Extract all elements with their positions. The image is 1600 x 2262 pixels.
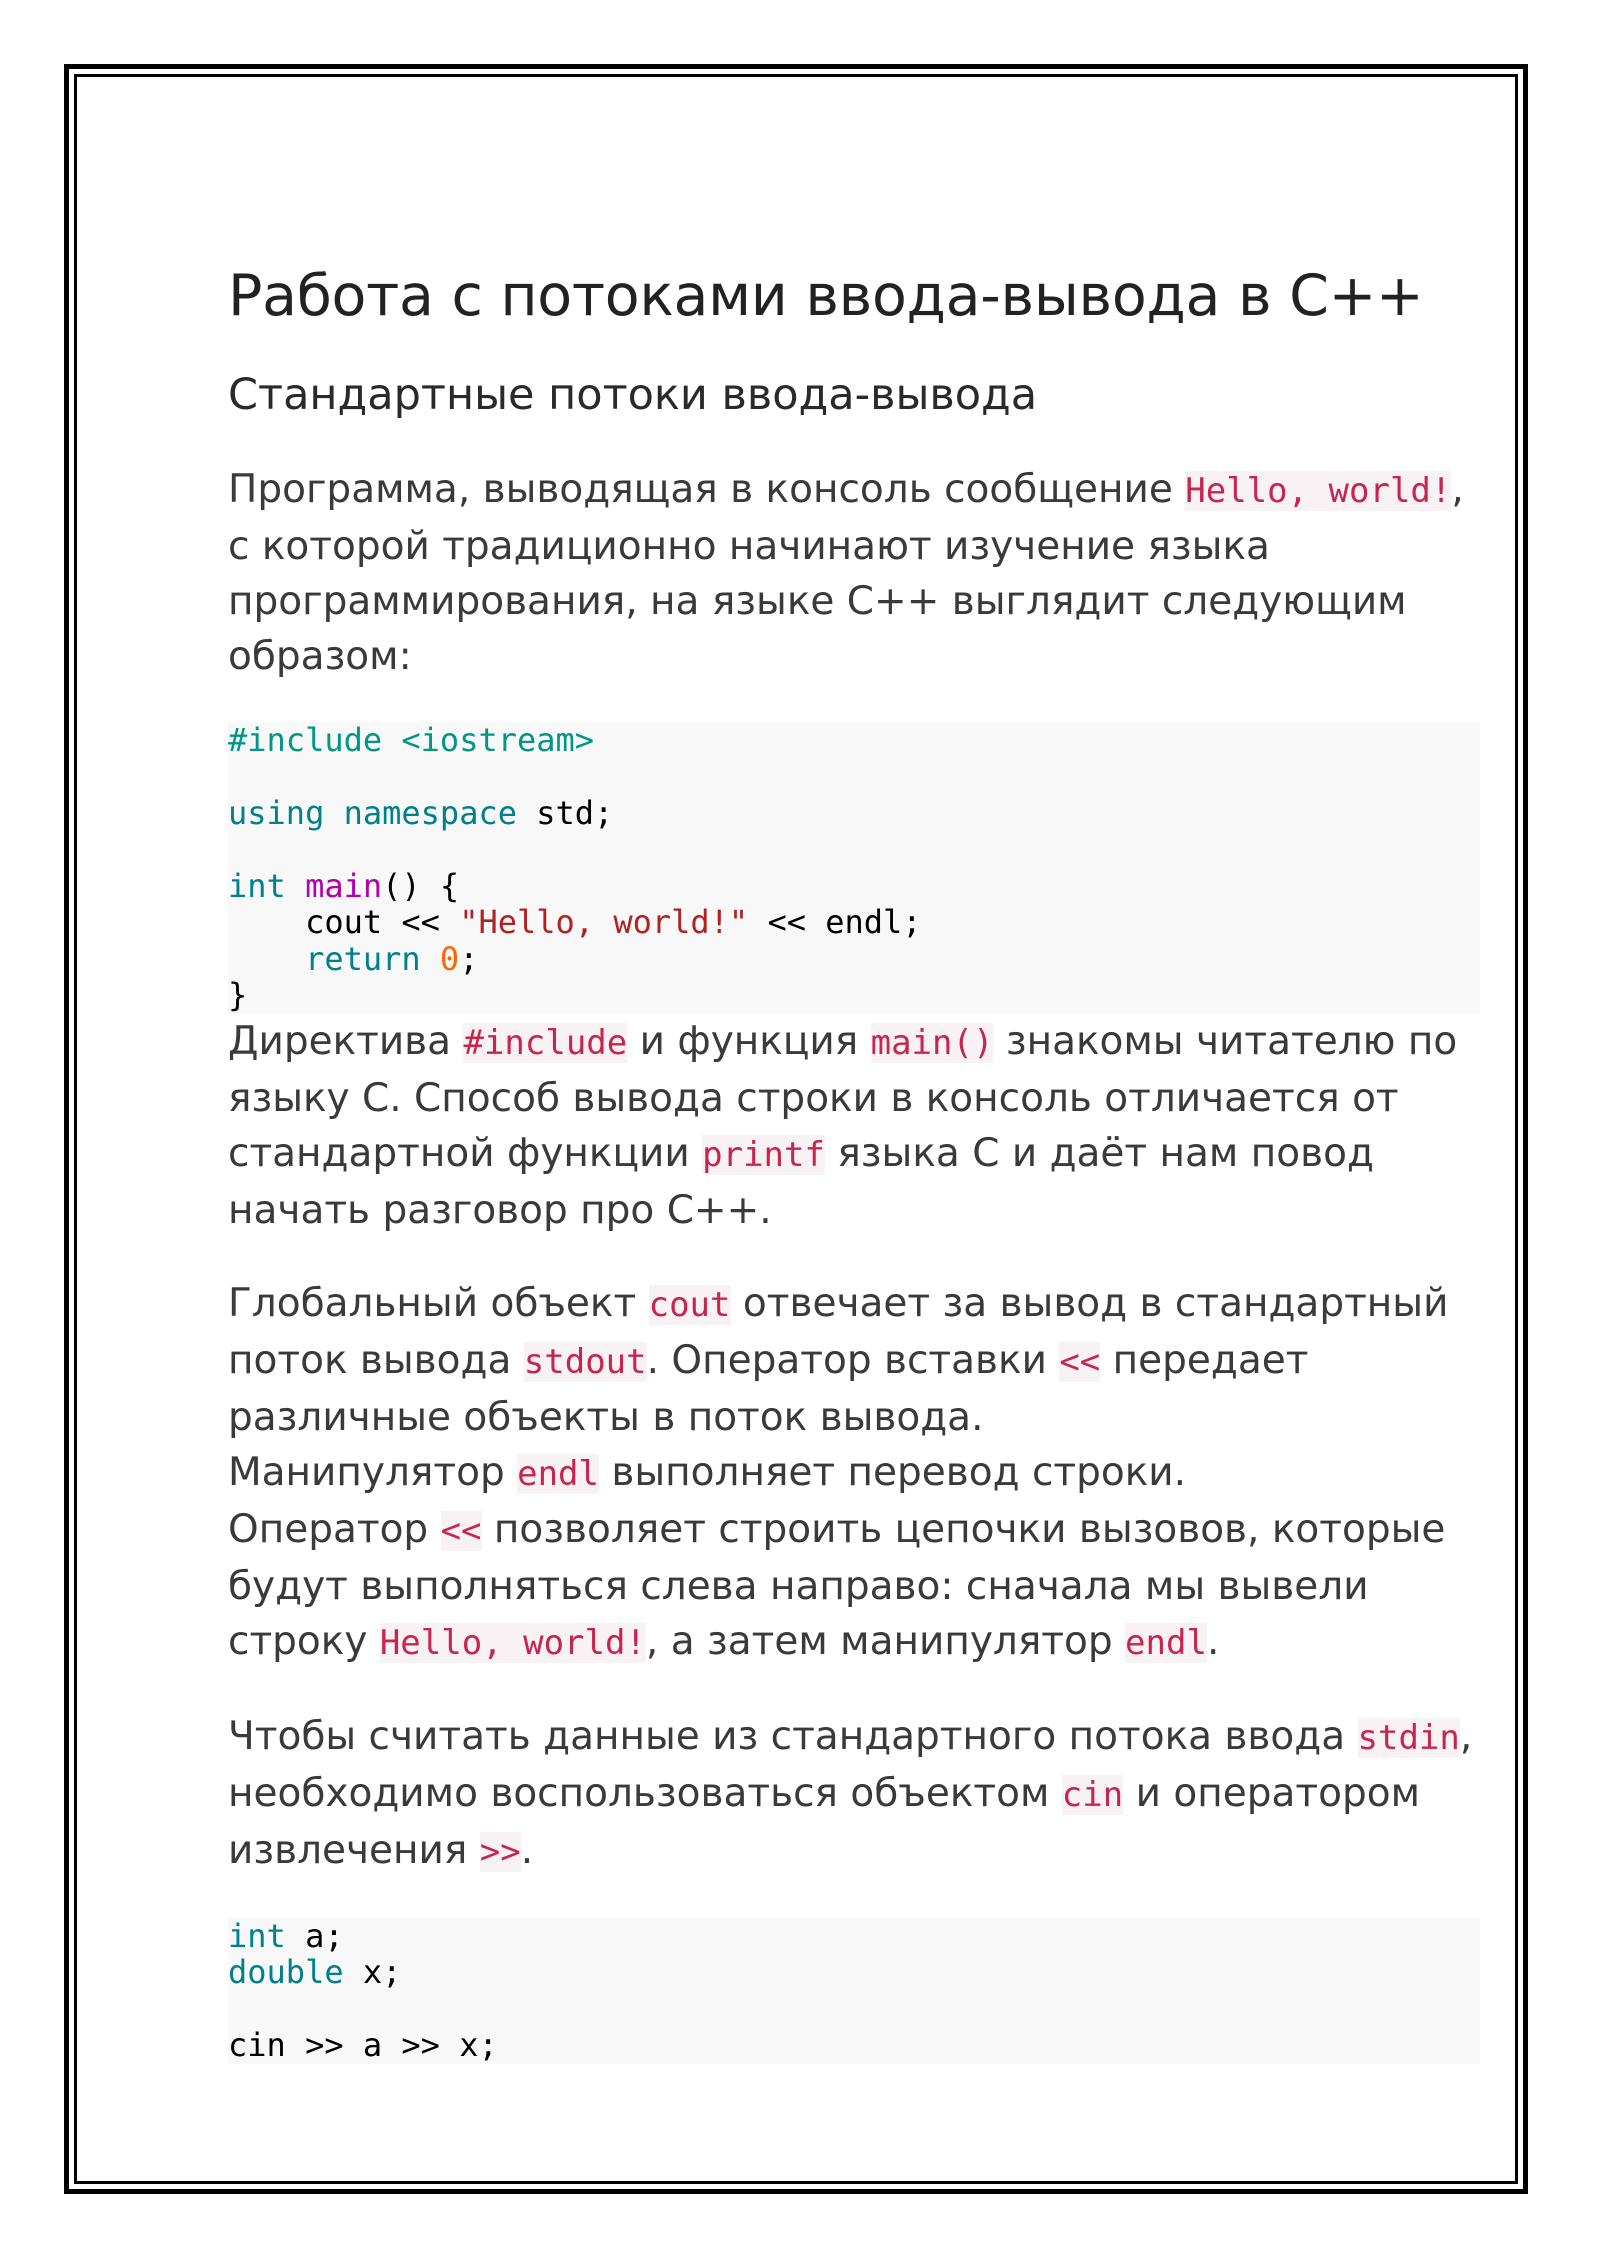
inline-code: stdout: [523, 1341, 647, 1382]
text: Манипулятор: [228, 1449, 518, 1495]
code-token: int: [228, 1916, 286, 1955]
text: позволяет строить цепочки вызовов, которые будут выполняться слева направо: сначала мы вывели строку: [228, 1506, 1446, 1664]
page-title: Работа с потоками ввода-вывода в C++: [228, 263, 1424, 329]
code-token: double: [228, 1953, 344, 1992]
text: Программа, выводящая в консоль сообщение: [228, 466, 1186, 512]
code-token: cin >> a >> x;: [228, 2026, 498, 2065]
inline-code: printf: [702, 1134, 825, 1175]
text: , с которой традиционно начинают изучение языка программирования, на языке C++ выглядит следующим образом:: [228, 466, 1464, 679]
code-block-cin: [228, 1918, 1480, 2064]
code-token: std;: [516, 793, 614, 832]
inline-code: cin: [1061, 1774, 1124, 1815]
text: и оператором извлечения: [228, 1770, 1420, 1873]
text: Директива: [228, 1018, 464, 1064]
inline-code: >>: [479, 1831, 521, 1872]
code-token: x;: [343, 1953, 402, 1992]
code-token: cout <<: [228, 903, 460, 942]
code-token: << endl;: [748, 903, 922, 942]
text: Оператор: [228, 1506, 441, 1552]
document-content: [228, 262, 1480, 2064]
inline-code: endl: [517, 1453, 599, 1494]
inline-code: <<: [440, 1510, 482, 1551]
text: и функция: [627, 1018, 871, 1064]
inline-code: stdin: [1357, 1717, 1460, 1758]
paragraph-intro: [228, 462, 1480, 684]
text: .: [1206, 1618, 1220, 1664]
code-token: 0: [439, 939, 460, 978]
text: отвечает за вывод в стандартный поток вывода: [228, 1280, 1449, 1383]
text: выполняет перевод строки.: [598, 1449, 1187, 1495]
text: языка C и даёт нам повод начать разговор про C++.: [228, 1130, 1374, 1233]
code-token: namespace: [343, 793, 517, 832]
code-token: int: [228, 866, 286, 905]
inline-code: <<: [1059, 1341, 1101, 1382]
text: , а затем манипулятор: [645, 1618, 1126, 1664]
text: .: [520, 1827, 534, 1873]
paragraph-cin: [228, 1709, 1480, 1880]
code-token: ;: [459, 939, 479, 978]
section-heading: Стандартные потоки ввода-вывода: [228, 370, 1038, 421]
text: . Оператор вставки: [646, 1337, 1060, 1383]
inline-code: endl: [1125, 1622, 1207, 1663]
text: Глобальный объект: [228, 1280, 649, 1326]
paragraph-cout: [228, 1276, 1480, 1671]
code-token: a;: [285, 1916, 344, 1955]
code-token: return: [305, 939, 421, 978]
text: знакомы читателю по языку C. Способ вывода строки в консоль отличается от стандартной функции: [228, 1018, 1458, 1176]
inline-code: Hello, world!: [1185, 470, 1452, 511]
text: Чтобы считать данные из стандартного потока ввода: [228, 1713, 1358, 1759]
code-token: #include <iostream>: [228, 720, 595, 759]
code-token: main: [305, 866, 383, 905]
code-token: }: [228, 976, 248, 1015]
code-token: () {: [382, 866, 460, 905]
inline-code: #include: [463, 1022, 628, 1063]
code-token: "Hello, world!": [459, 903, 749, 942]
text: , необходимо воспользоваться объектом: [228, 1713, 1473, 1816]
inline-code: cout: [648, 1284, 731, 1325]
inline-code: main(): [870, 1022, 994, 1063]
text: передает различные объекты в поток вывода.: [228, 1337, 1309, 1440]
code-block-hello-world: [228, 722, 1480, 1014]
paragraph-include-main: [228, 1014, 1480, 1238]
code-token: using: [228, 793, 325, 832]
inline-code: Hello, world!: [379, 1622, 646, 1663]
code-token: [228, 940, 305, 978]
